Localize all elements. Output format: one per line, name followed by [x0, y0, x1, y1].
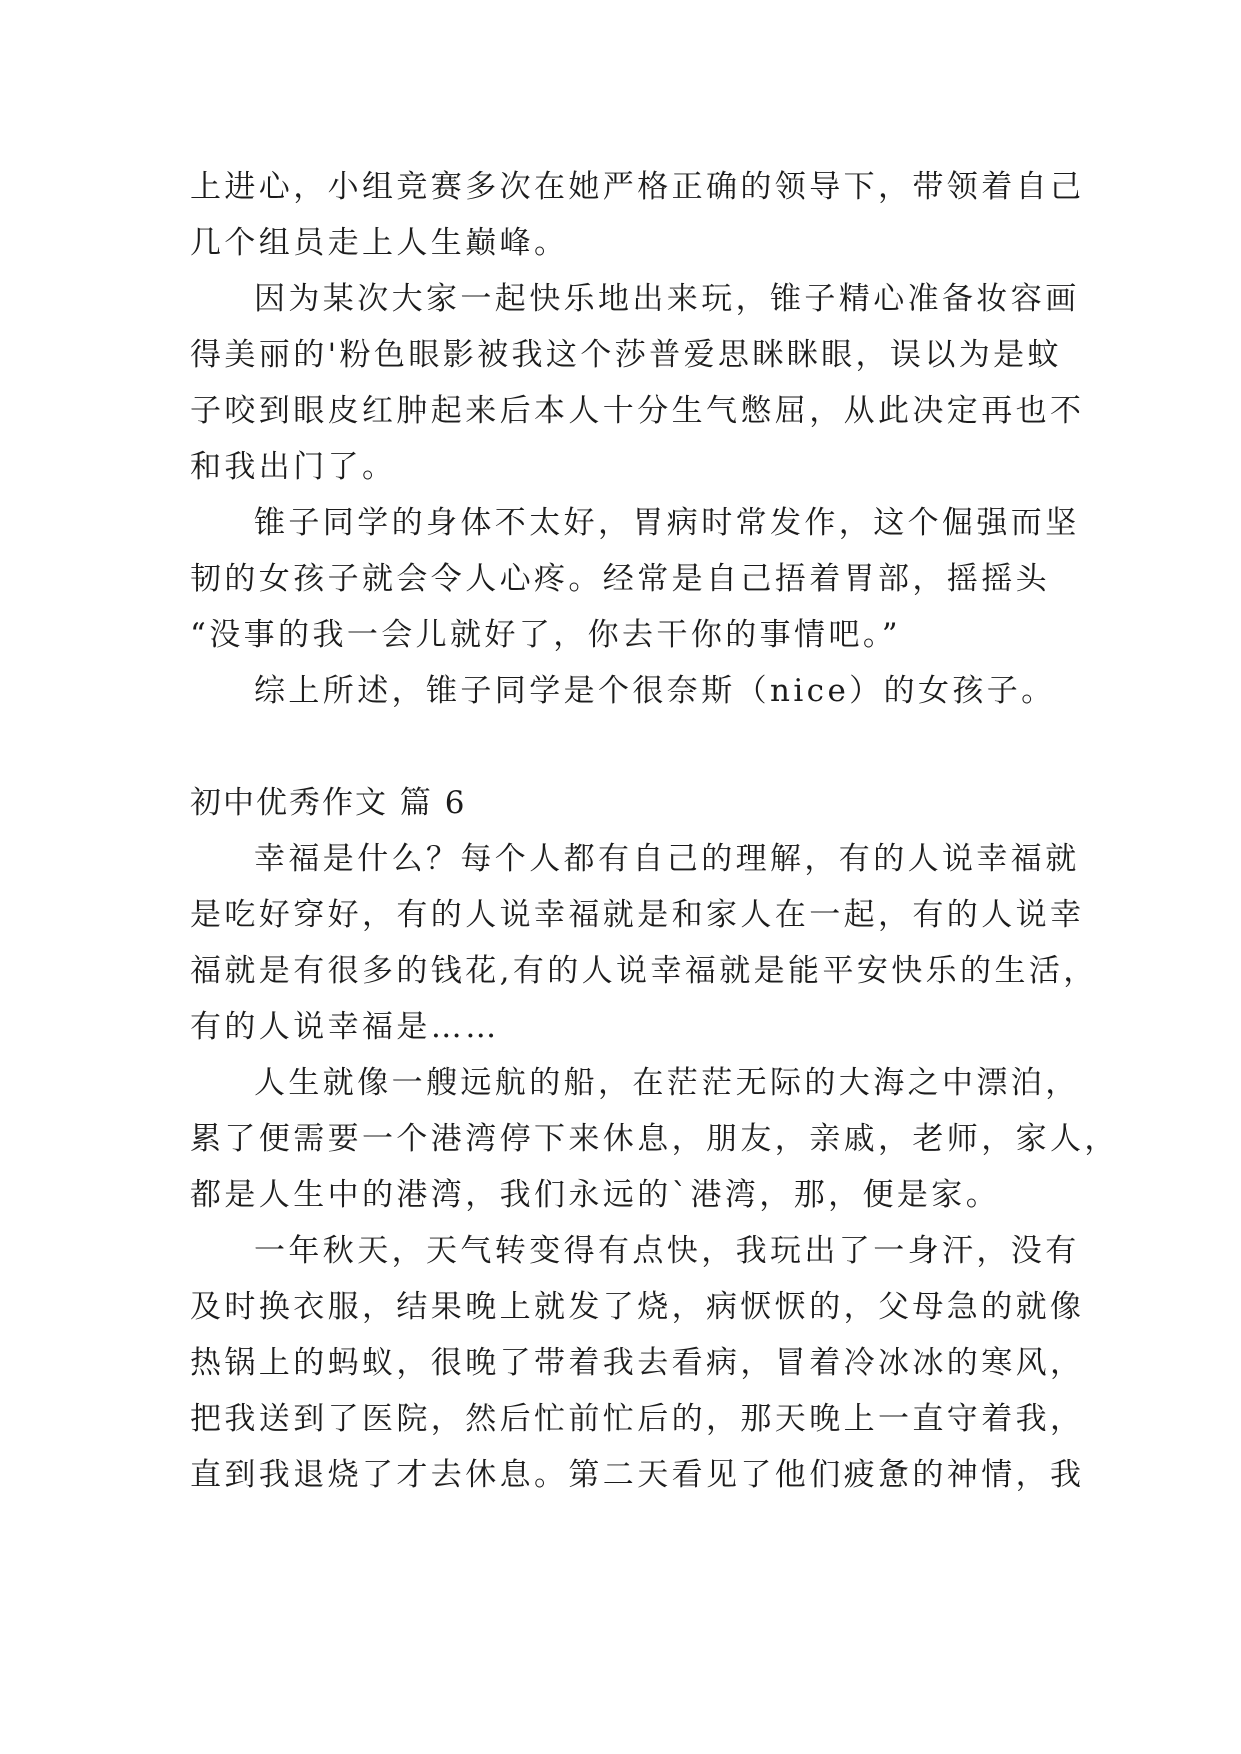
- text-line: 直到我退烧了才去休息。第二天看见了他们疲惫的神情，我: [190, 1457, 1085, 1493]
- text-line: 热锅上的蚂蚁，很晚了带着我去看病，冒着冷冰冰的寒风，: [190, 1345, 1085, 1381]
- text-line: 幸福是什么？每个人都有自己的理解，有的人说幸福就: [254, 841, 1080, 877]
- text-line: 是吃好穿好，有的人说幸福就是和家人在一起，有的人说幸: [190, 897, 1085, 933]
- text-line: 得美丽的'粉色眼影被我这个莎普爱思眯眯眼，误以为是蚊: [190, 337, 1062, 373]
- text-line: 一年秋天，天气转变得有点快，我玩出了一身汗，没有: [254, 1233, 1080, 1269]
- text-line: 有的人说幸福是……: [190, 1009, 500, 1045]
- text-line: 人生就像一艘远航的船，在茫茫无际的大海之中漂泊，: [254, 1065, 1080, 1101]
- text-line: 锥子同学的身体不太好，胃病时常发作，这个倔强而坚: [254, 505, 1080, 541]
- text-line: 韧的女孩子就会令人心疼。经常是自己捂着胃部，摇摇头: [190, 561, 1050, 597]
- text-line: 上进心，小组竞赛多次在她严格正确的领导下，带领着自己: [190, 169, 1085, 205]
- section-heading: 初中优秀作文 篇 6: [190, 785, 467, 821]
- text-line: 综上所述，锥子同学是个很奈斯（nice）的女孩子。: [254, 673, 1056, 709]
- text-line: 累了便需要一个港湾停下来休息，朋友，亲戚，老师，家人，: [190, 1121, 1119, 1157]
- text-line: 和我出门了。: [190, 449, 397, 485]
- text-line: “没事的我一会儿就好了，你去干你的事情吧。”: [190, 617, 901, 653]
- text-line: 福就是有很多的钱花,有的人说幸福就是能平安快乐的生活，: [190, 953, 1098, 989]
- text-line: 及时换衣服，结果晚上就发了烧，病恹恹的，父母急的就像: [190, 1289, 1085, 1325]
- text-line: 把我送到了医院，然后忙前忙后的，那天晚上一直守着我，: [190, 1401, 1085, 1437]
- text-line: 子咬到眼皮红肿起来后本人十分生气憋屈，从此决定再也不: [190, 393, 1085, 429]
- text-line: 都是人生中的港湾，我们永远的`港湾，那，便是家。: [190, 1177, 1001, 1213]
- text-line: 因为某次大家一起快乐地出来玩，锥子精心准备妆容画: [254, 281, 1080, 317]
- text-line: 几个组员走上人生巅峰。: [190, 225, 569, 261]
